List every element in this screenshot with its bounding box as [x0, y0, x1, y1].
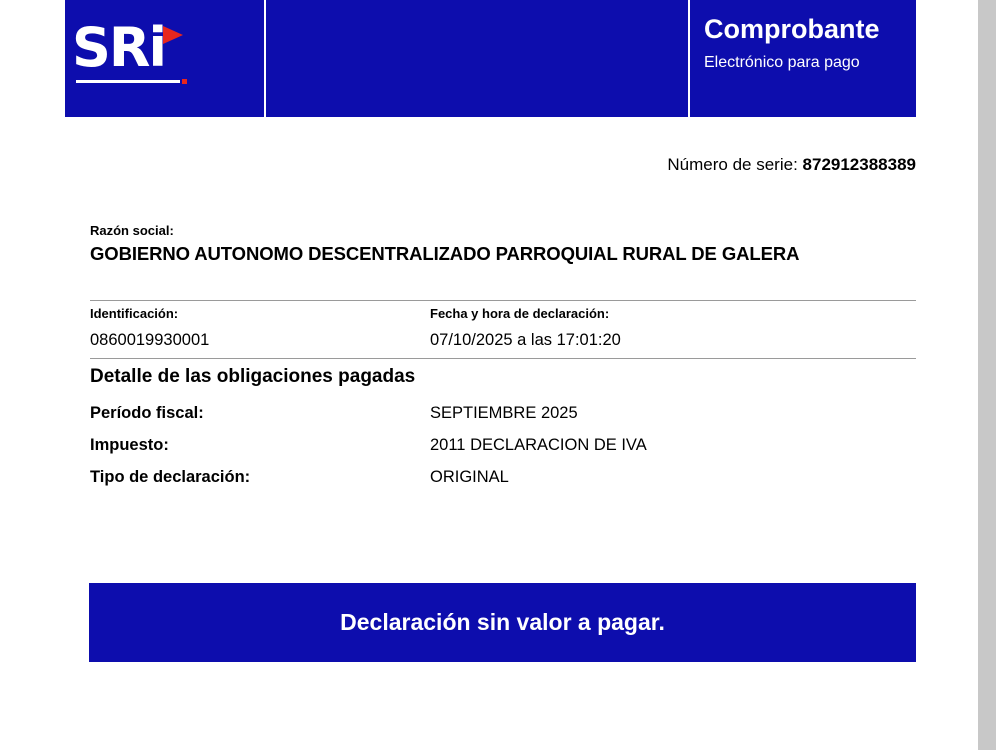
detail-row	[90, 404, 916, 428]
divider-bottom	[90, 358, 916, 359]
tipo-declaracion-label: Tipo de declaración:	[90, 468, 251, 486]
detail-row	[90, 436, 916, 460]
status-banner	[89, 583, 916, 662]
header-divider-2	[688, 0, 690, 117]
razon-social-label: Razón social:	[90, 223, 174, 238]
document-header	[0, 0, 978, 117]
logo-dot	[182, 79, 187, 84]
header-divider-1	[264, 0, 266, 117]
serial-number-row	[0, 155, 916, 175]
flag-icon	[163, 26, 183, 44]
razon-social-value: GOBIERNO AUTONOMO DESCENTRALIZADO PARROQUIAL RURAL DE GALERA	[90, 243, 800, 264]
identification-value-row	[90, 331, 916, 355]
status-banner-text: Declaración sin valor a pagar.	[340, 609, 665, 635]
sri-logo-text: SRi	[72, 16, 165, 79]
identificacion-label: Identificación:	[90, 306, 179, 321]
detail-row	[90, 468, 916, 492]
impuesto-value: 2011 DECLARACION DE IVA	[430, 436, 647, 454]
header-right-margin	[916, 0, 978, 117]
logo-underline	[76, 80, 180, 83]
fecha-value: 07/10/2025 a las 17:01:20	[430, 331, 621, 349]
sri-logo	[68, 18, 258, 93]
impuesto-label: Impuesto:	[90, 436, 169, 454]
serial-number-value: 872912388389	[802, 155, 916, 174]
identificacion-value: 0860019930001	[90, 331, 210, 349]
tipo-declaracion-value: ORIGINAL	[430, 468, 509, 486]
serial-number-label: Número de serie:	[667, 155, 798, 174]
periodo-fiscal-label: Período fiscal:	[90, 404, 204, 422]
page-subtitle: Electrónico para pago	[704, 54, 860, 71]
detail-section-title: Detalle de las obligaciones pagadas	[90, 366, 416, 387]
scrollbar[interactable]	[978, 0, 996, 750]
fecha-label: Fecha y hora de declaración:	[430, 306, 610, 321]
identification-header-row	[90, 306, 916, 326]
page-title: Comprobante	[704, 14, 880, 44]
divider-top	[90, 300, 916, 301]
periodo-fiscal-value: SEPTIEMBRE 2025	[430, 404, 578, 422]
header-left-margin	[0, 0, 65, 117]
